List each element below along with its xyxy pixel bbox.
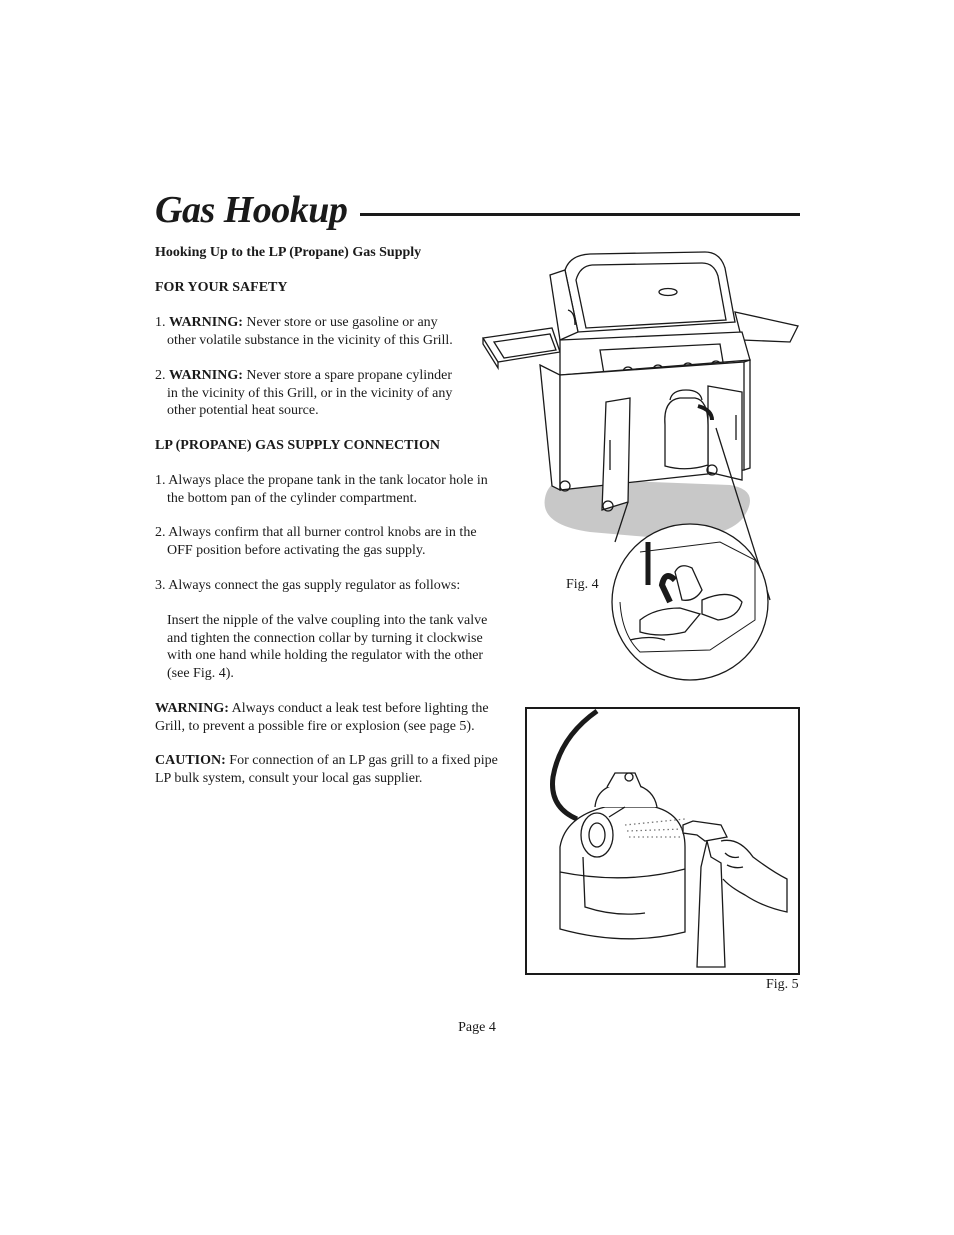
title-row: [155, 188, 800, 232]
step-3: [155, 577, 515, 595]
step-2: [155, 524, 515, 559]
step-text: the bottom pan of the cylinder compartment.: [167, 490, 417, 506]
caution-text: LP bulk system, consult your local gas supplier.: [155, 770, 423, 786]
figure-4-caption: Fig. 4: [566, 577, 599, 592]
item-number: 1.: [155, 315, 169, 330]
figure-5-caption: Fig. 5: [766, 977, 799, 992]
caution-text: For connection of an LP gas grill to a fixed pipe: [225, 753, 498, 768]
item-number: 2.: [155, 368, 169, 383]
warning-text: other potential heat source.: [167, 403, 319, 418]
caution-label: CAUTION:: [155, 753, 226, 768]
step-text: Insert the nipple of the valve coupling into the tank valve: [167, 613, 488, 628]
step-text: (see Fig. 4).: [167, 665, 234, 681]
warning-text: Never store or use gasoline or any: [242, 315, 438, 330]
step-text: and tighten the connection collar by turning it clockwise: [167, 630, 483, 646]
step-text: 3. Always connect the gas supply regulator as follows:: [155, 578, 461, 593]
warning-label: WARNING:: [155, 701, 229, 716]
warning-label: WARNING:: [169, 368, 243, 383]
section-heading-connection: LP (PROPANE) GAS SUPPLY CONNECTION: [155, 438, 440, 453]
leak-test-illustration: [525, 707, 800, 975]
warning-text: other volatile substance in the vicinity of this Grill.: [167, 332, 453, 348]
step-text: 1. Always place the propane tank in the tank locator hole in: [155, 473, 488, 488]
warning-item-1: [155, 314, 515, 349]
warning-item-2: [155, 367, 515, 420]
warning-label: WARNING:: [169, 315, 243, 330]
section-heading-hookup: Hooking Up to the LP (Propane) Gas Supply: [155, 245, 422, 260]
warning-text: Never store a spare propane cylinder: [242, 368, 453, 383]
caution-note: [155, 752, 520, 787]
page-number: Page 4: [458, 1020, 496, 1035]
step-text: 2. Always confirm that all burner control knobs are in the: [155, 525, 477, 540]
step-text: OFF position before activating the gas supply.: [167, 542, 426, 558]
section-heading-safety: FOR YOUR SAFETY: [155, 280, 288, 295]
page-title: Gas Hookup: [155, 189, 348, 231]
leak-test-warning: [155, 700, 515, 735]
warning-text: Grill, to prevent a possible fire or explosion (see page 5).: [155, 718, 475, 734]
title-rule: [360, 213, 800, 216]
grill-illustration: [480, 240, 800, 685]
step-1: [155, 472, 515, 507]
step-3-instructions: [155, 612, 515, 682]
warning-text: Always conduct a leak test before lighting the: [228, 701, 489, 716]
step-text: with one hand while holding the regulator with the other: [167, 648, 484, 663]
warning-text: in the vicinity of this Grill, or in the vicinity of any: [167, 385, 453, 401]
